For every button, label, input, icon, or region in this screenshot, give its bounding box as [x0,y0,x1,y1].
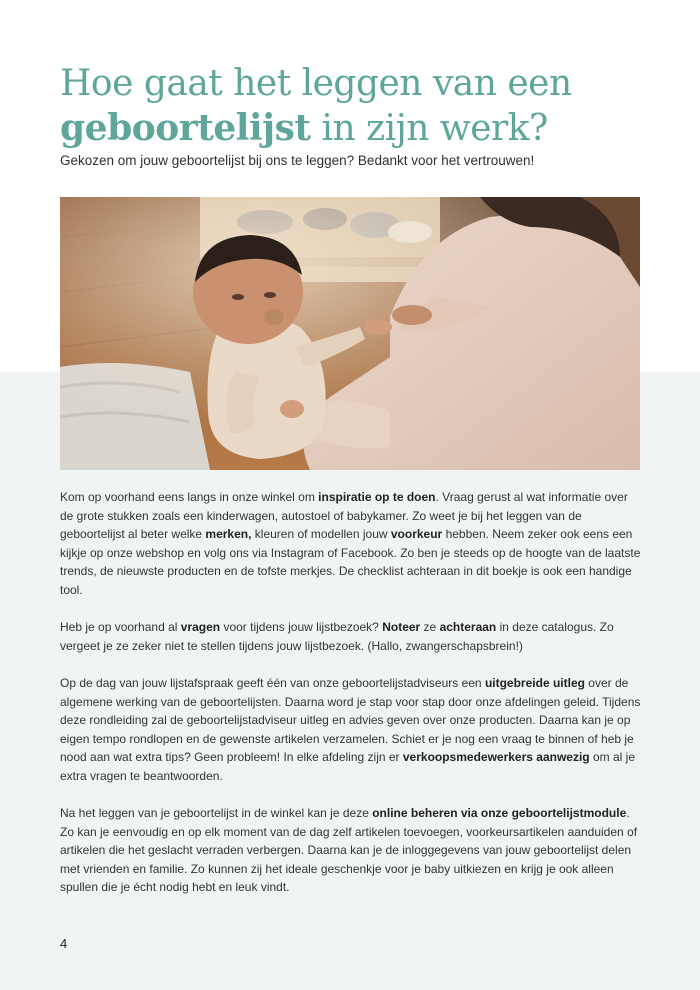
subtitle: Gekozen om jouw geboortelijst bij ons te leggen? Bedankt voor het vertrouwen! [60,153,535,168]
page-number: 4 [60,936,68,951]
paragraph-text: kleuren of modellen jouw [251,527,391,542]
emphasis-text: vragen [180,620,221,635]
emphasis-text: voorkeur [390,527,443,542]
paragraph-4 [60,804,642,897]
hero-photo-mother-and-baby [60,197,640,470]
paragraph-text: Kom op voorhand eens langs in onze winkel om [60,490,319,504]
emphasis-text: online beheren via onze geboortelijstmodule [372,806,627,821]
paragraph-text: . Zo kan je eenvoudig en op elk moment van de dag zelf artikelen toevoegen, voorkeursartikelen aanduiden of artikelen die het geslacht verraden verbergen. Daarna kan je de inloggegevens van jouw geboortelijst delen met vrienden en familie. Zo kunnen zij het ideale geschenkje voor je baby uitkiezen en krijg je ook alleen spullen die je écht nodig hebt en leuk vindt. [60,806,638,895]
paragraph-2 [60,618,642,655]
paragraph-text: om al je extra vragen te beantwoorden. [60,750,635,783]
emphasis-text: uitgebreide uitleg [484,675,585,690]
paragraph-3 [60,674,642,786]
paragraph-text: voor tijdens jouw lijstbezoek? [220,620,383,635]
paragraph-text: Na het leggen van je geboortelijst in de winkel kan je deze [60,806,373,821]
title-highlight: geboortelijst [60,107,311,149]
title-line-2-rest: in zijn werk? [310,108,548,149]
emphasis-text: merken, [205,527,252,542]
paragraph-text: . Vraag gerust al wat informatie over de grote stukken zoals een kinderwagen, autostoel of babykamer. Zo weet je bij het leggen van de geboortelijst al beter welke [60,490,628,542]
title-line-1: Hoe gaat het leggen van een [60,63,572,104]
page-title [60,62,660,151]
photo-illustration [60,197,640,470]
emphasis-text: Noteer [382,620,421,635]
paragraph-text: hebben. Neem zeker ook eens een kijkje op onze webshop en volg ons via Instagram of Facebook. Zo ben je steeds op de hoogte van de laatste trends, de nieuwste producten en de tofste merkjes. De checklist achteraan in dit boekje is ook een handige tool. [60,527,641,597]
emphasis-text: verkoopsmedewerkers aanwezig [402,750,590,765]
paragraph-text: Op de dag van jouw lijstafspraak geeft één van onze geboortelijstadviseurs een [60,675,485,690]
paragraph-1 [60,488,642,600]
paragraph-text: ze [420,620,440,635]
body-text [60,488,642,916]
emphasis-text: inspiratie op te doen [318,490,436,504]
paragraph-text: Heb je op voorhand al [60,620,181,635]
emphasis-text: achteraan [439,620,497,635]
paragraph-text: over de algemene werking van de geboortelijsten. Daarna word je stap voor stap door onze afdelingen geleid. Tijdens deze rondleiding zal de geboortelijstadviseur uitleg en advies geven over onze producten. Daarna kan je op eigen tempo rondlopen en de gewenste artikelen verzamelen. Schiet er je nog een vraag te binnen of heb je nood aan wat extra tips? Geen probleem! In elke afdeling zijn er [60,675,641,765]
paragraph-text: in deze catalogus. Zo vergeet je ze zeker niet te stellen tijdens jouw lijstbezoek. (Hallo, zwangerschapsbrein!) [60,620,614,653]
